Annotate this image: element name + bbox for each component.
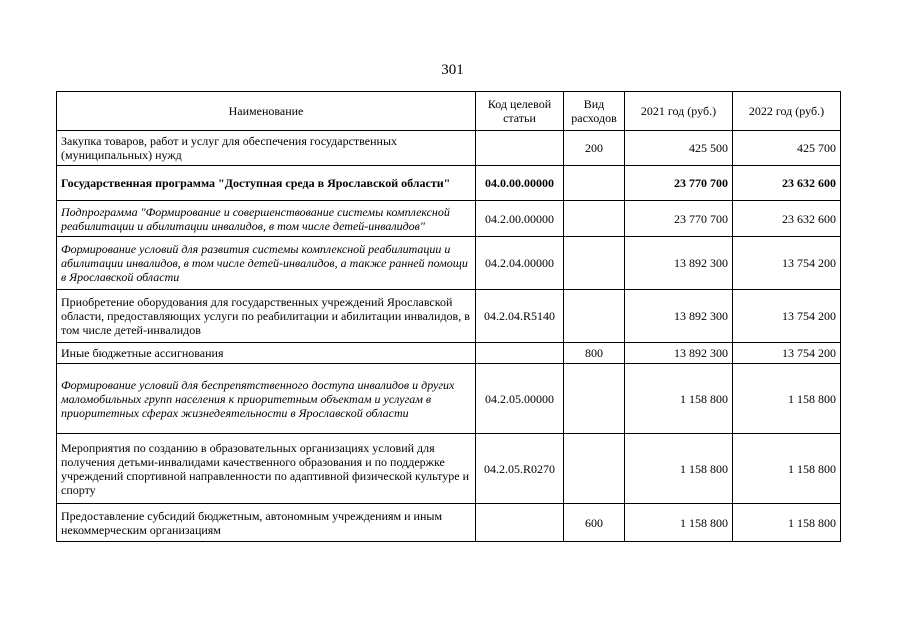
row-code: 04.0.00.00000 — [476, 166, 564, 201]
row-code — [476, 343, 564, 364]
row-code: 04.2.04.00000 — [476, 237, 564, 290]
row-type — [564, 290, 625, 343]
row-value-2022: 425 700 — [733, 131, 841, 166]
row-value-2021: 1 158 800 — [625, 434, 733, 504]
table-row — [57, 166, 841, 201]
row-code: 04.2.05.R0270 — [476, 434, 564, 504]
table-row — [57, 434, 841, 504]
row-value-2021: 13 892 300 — [625, 290, 733, 343]
row-type — [564, 364, 625, 434]
row-type: 200 — [564, 131, 625, 166]
row-value-2021: 23 770 700 — [625, 201, 733, 237]
row-value-2021: 13 892 300 — [625, 237, 733, 290]
row-type — [564, 201, 625, 237]
row-name: Государственная программа "Доступная среда в Ярославской области" — [57, 166, 476, 201]
row-code: 04.2.00.00000 — [476, 201, 564, 237]
row-value-2022: 23 632 600 — [733, 166, 841, 201]
header-2022: 2022 год (руб.) — [733, 92, 841, 131]
row-name: Мероприятия по созданию в образовательных организациях условий для получения детьми-инвалидами качественного образования и по поддержке учреждений спортивной направленности по адаптивной физической культуре и спорту — [57, 434, 476, 504]
row-name: Иные бюджетные ассигнования — [57, 343, 476, 364]
row-value-2022: 1 158 800 — [733, 504, 841, 542]
row-value-2021: 1 158 800 — [625, 364, 733, 434]
header-type: Вид расходов — [564, 92, 625, 131]
header-code: Код целевой статьи — [476, 92, 564, 131]
row-value-2022: 13 754 200 — [733, 343, 841, 364]
row-name: Подпрограмма "Формирование и совершенствование системы комплексной реабилитации и абилитации инвалидов, в том числе детей-инвалидов" — [57, 201, 476, 237]
row-name: Формирование условий для беспрепятственного доступа инвалидов и других маломобильных групп населения к приоритетным объектам и услугам в приоритетных сферах жизнедеятельности в Ярославской области — [57, 364, 476, 434]
table-row — [57, 504, 841, 542]
row-value-2022: 23 632 600 — [733, 201, 841, 237]
row-value-2022: 13 754 200 — [733, 237, 841, 290]
row-code — [476, 131, 564, 166]
row-value-2022: 1 158 800 — [733, 364, 841, 434]
row-name: Предоставление субсидий бюджетным, автономным учреждениям и иным некоммерческим организациям — [57, 504, 476, 542]
table-row — [57, 364, 841, 434]
row-value-2021: 13 892 300 — [625, 343, 733, 364]
row-value-2022: 1 158 800 — [733, 434, 841, 504]
table-header-row — [57, 92, 841, 131]
row-code: 04.2.05.00000 — [476, 364, 564, 434]
header-2021: 2021 год (руб.) — [625, 92, 733, 131]
row-code — [476, 504, 564, 542]
row-value-2021: 425 500 — [625, 131, 733, 166]
row-type — [564, 237, 625, 290]
table-row — [57, 290, 841, 343]
row-type — [564, 166, 625, 201]
row-value-2022: 13 754 200 — [733, 290, 841, 343]
header-name: Наименование — [57, 92, 476, 131]
row-type — [564, 434, 625, 504]
row-value-2021: 1 158 800 — [625, 504, 733, 542]
table-row — [57, 131, 841, 166]
row-code: 04.2.04.R5140 — [476, 290, 564, 343]
row-type: 600 — [564, 504, 625, 542]
page-number: 301 — [441, 62, 464, 78]
row-type: 800 — [564, 343, 625, 364]
row-value-2021: 23 770 700 — [625, 166, 733, 201]
table-row — [57, 237, 841, 290]
row-name: Формирование условий для развития системы комплексной реабилитации и абилитации инвалидов, в том числе детей-инвалидов, а также ранней помощи в Ярославской области — [57, 237, 476, 290]
row-name: Приобретение оборудования для государственных учреждений Ярославской области, предоставляющих услуги по реабилитации и абилитации инвалидов, в том числе детей-инвалидов — [57, 290, 476, 343]
row-name: Закупка товаров, работ и услуг для обеспечения государственных (муниципальных) нужд — [57, 131, 476, 166]
budget-table — [56, 91, 841, 542]
table-row — [57, 343, 841, 364]
table-row — [57, 201, 841, 237]
